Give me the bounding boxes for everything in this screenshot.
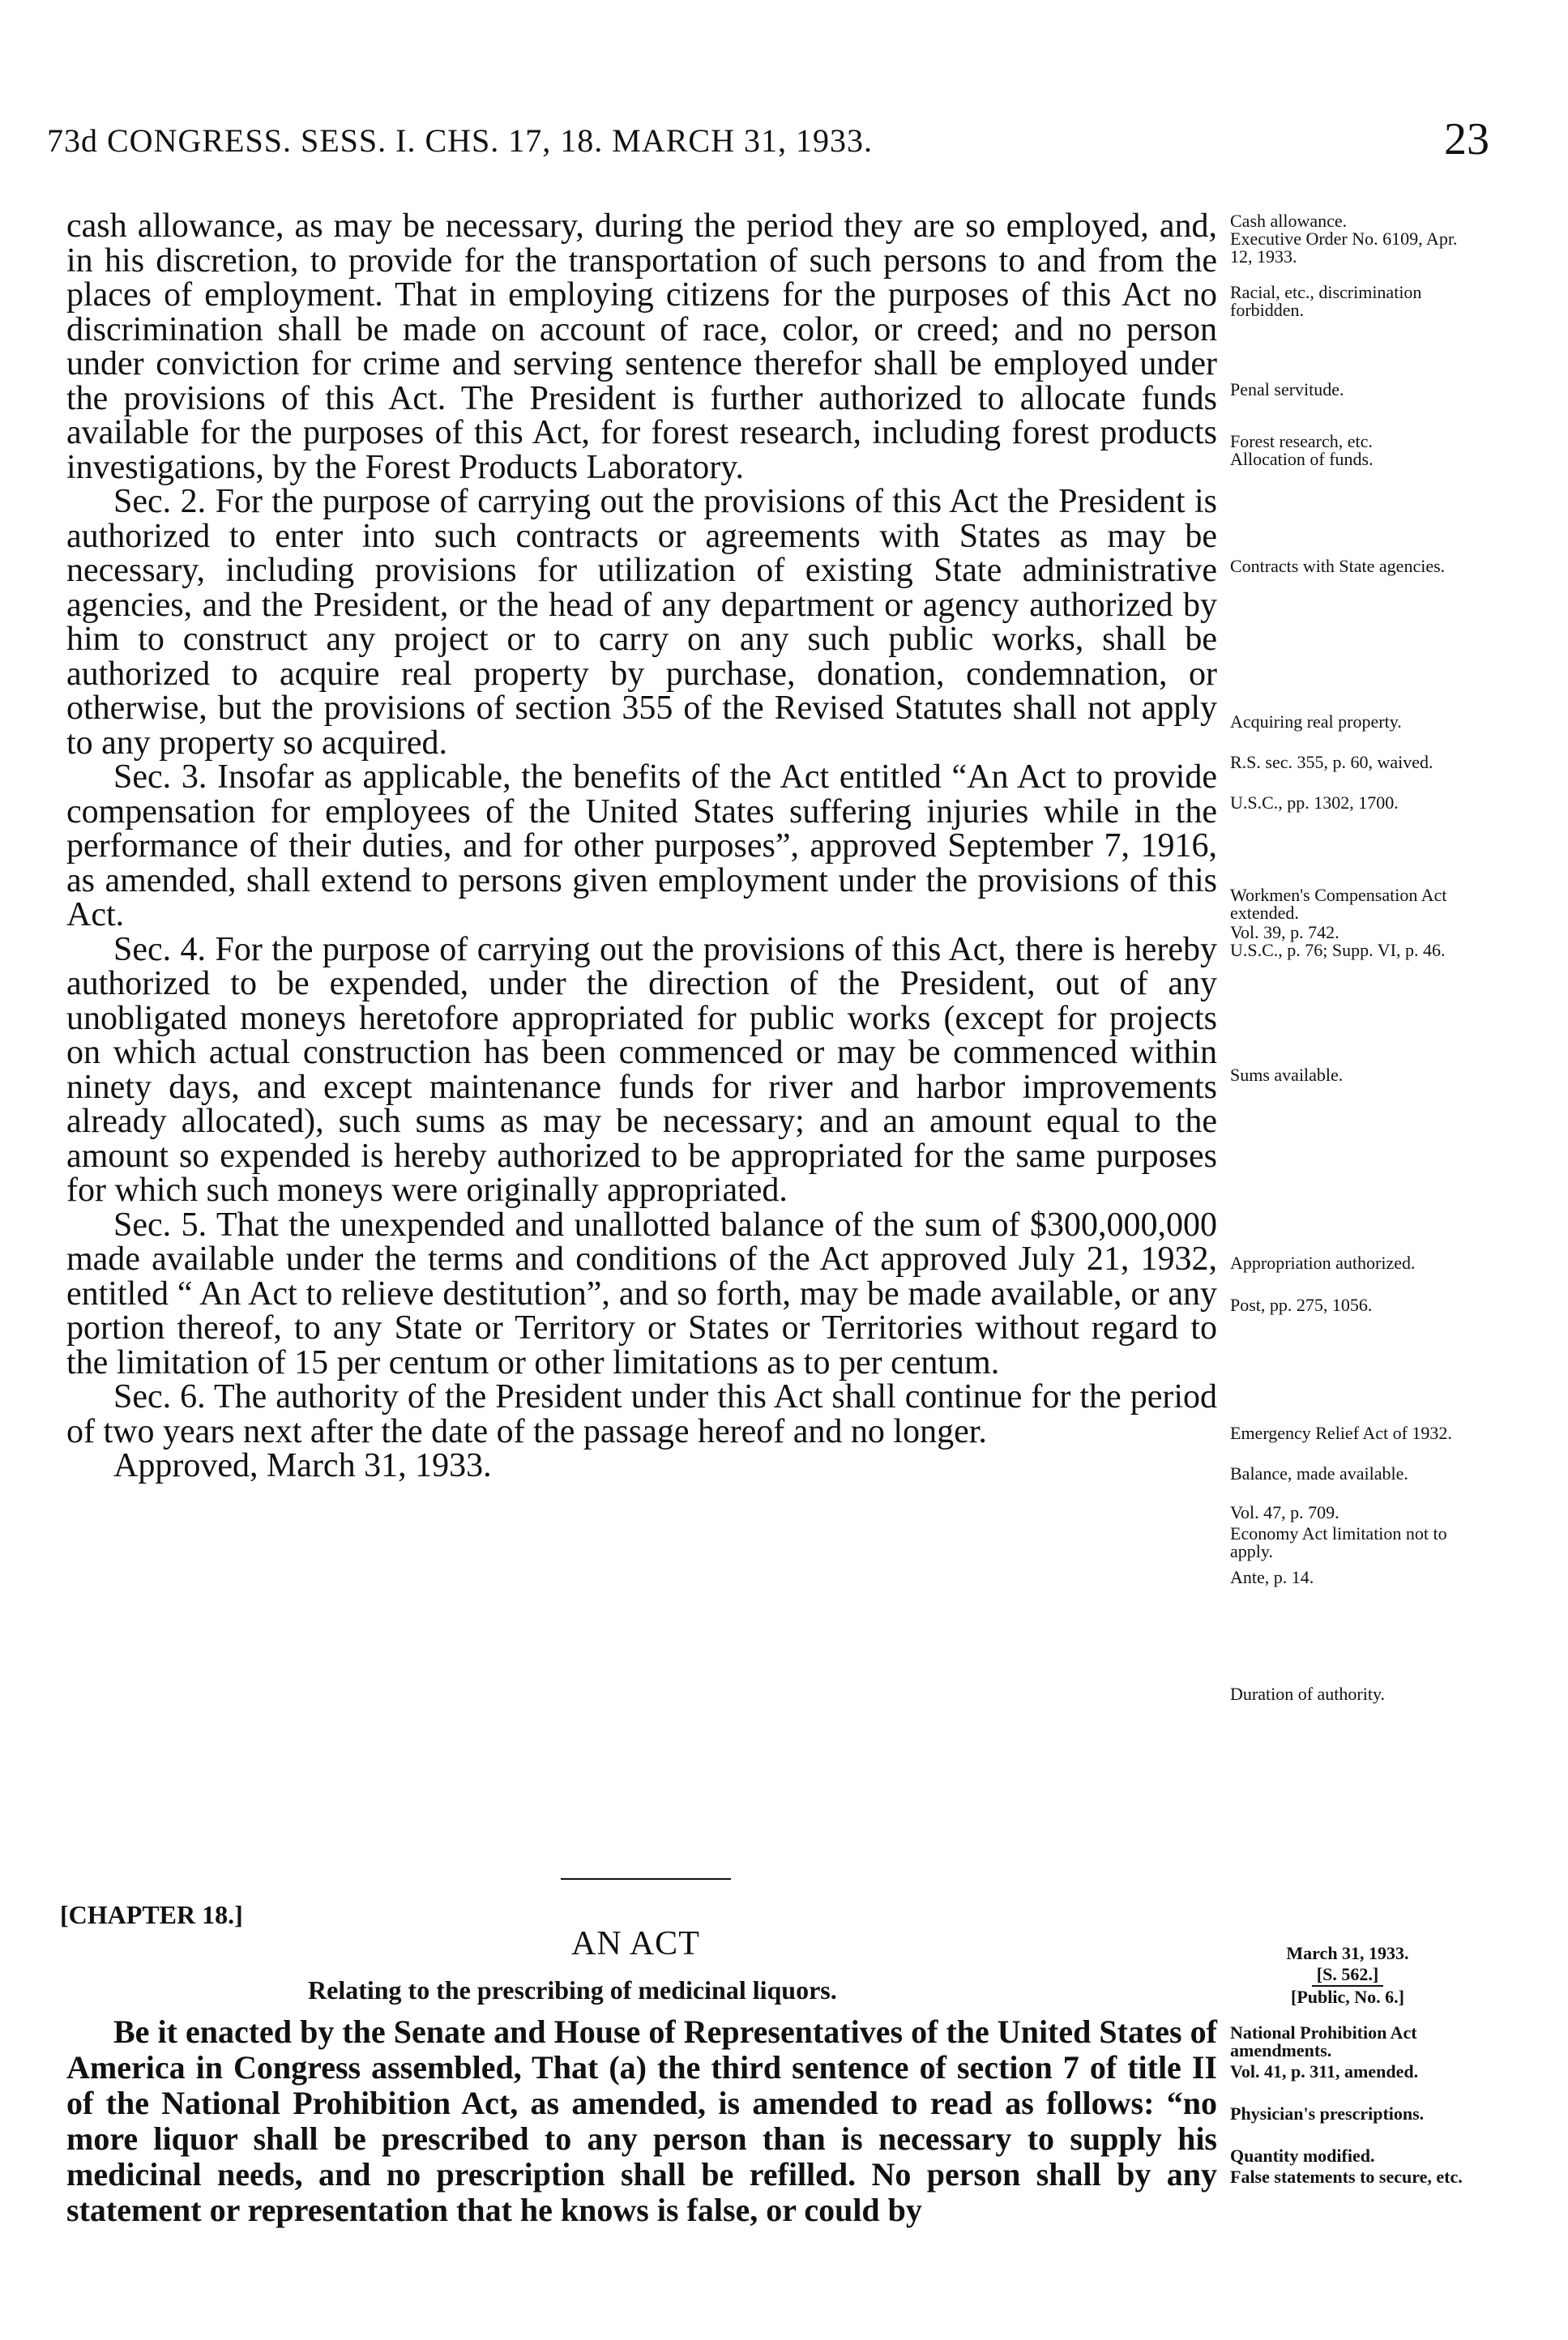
bill-number: [S. 562.] xyxy=(1312,1964,1383,1987)
margin-note: National Prohibition Act amendments. xyxy=(1230,2022,1417,2060)
margin-note: R.S. sec. 355, p. 60, waived. xyxy=(1230,752,1433,772)
margin-note: Vol. 47, p. 709. xyxy=(1230,1502,1339,1522)
margin-note: False statements to secure, etc. xyxy=(1230,2167,1463,2187)
act-citation xyxy=(1214,1943,1481,2008)
margin-note: Ante, p. 14. xyxy=(1230,1567,1314,1587)
main-text xyxy=(66,209,1217,1484)
margin-note: Vol. 39, p. 742. xyxy=(1230,922,1339,942)
margin-note: Penal servitude. xyxy=(1230,379,1344,399)
running-head: 73d CONGRESS. SESS. I. CHS. 17, 18. MARCH 31, 1933. xyxy=(47,122,873,159)
margin-note: Racial, etc., discrimination forbidden. xyxy=(1230,282,1422,320)
margin-note: Quantity modified. xyxy=(1230,2146,1375,2166)
section-3: Sec. 3. Insofar as applicable, the benefits of the Act entitled “An Act to provide compensation for employees of the United States suffering injuries while in the performance of their duties, and for other purposes”, approved September 7, 1916, as amended, shall extend to persons given employment under the provisions of this Act. xyxy=(66,758,1217,933)
act-date: March 31, 1933. xyxy=(1286,1943,1409,1963)
act-bill xyxy=(1214,1964,1481,1987)
margin-note: Sums available. xyxy=(1230,1065,1344,1085)
margin-note: Contracts with State agencies. xyxy=(1230,556,1446,576)
act-title: AN ACT xyxy=(571,1925,700,1962)
margin-note: Executive Order No. 6109, Apr. 12, 1933. xyxy=(1230,228,1458,267)
paragraph-continued: cash allowance, as may be necessary, during the period they are so employed, and, in his discretion, to provide for the transportation of such persons to and from the places of employment. That in employing citizens for the purposes of this Act no discrimination shall be made on account of race, color, or creed; and no person under conviction for crime and serving sentence therefor shall be employed under the provisions of this Act. The President is further authorized to allocate funds available for the purposes of this Act, for forest research, including forest products investigations, by the Forest Products Laboratory. xyxy=(66,207,1217,486)
public-number: [Public, No. 6.] xyxy=(1291,1987,1404,2007)
margin-note: Cash allowance. xyxy=(1230,211,1348,231)
section-4: Sec. 4. For the purpose of carrying out the provisions of this Act, there is hereby authorized to be expended, under the direction of the President, out of any unobligated moneys heretofore appropriated for public works (except for projects on which actual construction has been commenced or may be commenced within ninety days, and except maintenance funds for river and harbor improvements already allocated), such sums as may be necessary; and an amount equal to the amount so expended is hereby authorized to be appropriated for the same purposes for which such moneys were originally appropriated. xyxy=(66,930,1217,1209)
chapter-text xyxy=(66,2014,1217,2228)
margin-note: Acquiring real property. xyxy=(1230,711,1402,732)
margin-note: U.S.C., p. 76; Supp. VI, p. 46. xyxy=(1230,940,1446,960)
act-subtitle: Relating to the prescribing of medicinal liquors. xyxy=(308,1975,837,2005)
margin-note: Emergency Relief Act of 1932. xyxy=(1230,1423,1452,1443)
approval-line: Approved, March 31, 1933. xyxy=(113,1447,492,1484)
margin-note: Forest research, etc. xyxy=(1230,431,1373,451)
page-number: 23 xyxy=(1444,114,1489,164)
margin-note: U.S.C., pp. 1302, 1700. xyxy=(1230,792,1399,813)
section-2: Sec. 2. For the purpose of carrying out the provisions of this Act the President is authorized to enter into such contracts or agreements with States as may be necessary, including provisions for utilization of existing State administrative agencies, and the President, or the head of any department or agency authorized by him to construct any project or to carry on any such public works, shall be authorized to acquire real property by purchase, donation, condemnation, or otherwise, but the provisions of section 355 of the Revised Statutes shall not apply to any property so acquired. xyxy=(66,483,1217,762)
margin-note: Workmen's Compensation Act extended. xyxy=(1230,885,1447,923)
margin-note: Physician's prescriptions. xyxy=(1230,2103,1425,2124)
margin-note: Post, pp. 275, 1056. xyxy=(1230,1295,1373,1315)
section-5: Sec. 5. That the unexpended and unallotted balance of the sum of $300,000,000 made available under the terms and conditions of the Act approved July 21, 1932, entitled “ An Act to relieve destitution”, and so forth, may be made available, or any portion thereof, to any State or Territory or States or Territories without regard to the limitation of 15 per centum or other limitations as to per centum. xyxy=(66,1206,1217,1381)
margin-note: Appropriation authorized. xyxy=(1230,1253,1416,1273)
section-divider xyxy=(561,1878,731,1880)
margin-note: Duration of authority. xyxy=(1230,1684,1386,1704)
margin-note: Economy Act limitation not to apply. xyxy=(1230,1523,1447,1561)
margin-note: Balance, made available. xyxy=(1230,1463,1408,1484)
margin-note: Allocation of funds. xyxy=(1230,449,1374,469)
chapter-heading: [CHAPTER 18.] xyxy=(60,1900,243,1929)
section-6: Sec. 6. The authority of the President under this Act shall continue for the period of two years next after the date of the passage hereof and no longer. xyxy=(66,1378,1217,1450)
enacting-clause: Be it enacted by the Senate and House of Representatives of the United States of America in Congress assembled, That (a) the third sentence of section 7 of title II of the National Prohibition Act, as amended, is amended to read as follows: “no more liquor shall be prescribed to any person than is necessary to supply his medicinal needs, and no prescription shall be refilled. No person shall by any statement or representation that he knows is false, or could by xyxy=(66,2013,1217,2228)
margin-note: Vol. 41, p. 311, amended. xyxy=(1230,2061,1419,2082)
page-header xyxy=(47,114,1489,178)
